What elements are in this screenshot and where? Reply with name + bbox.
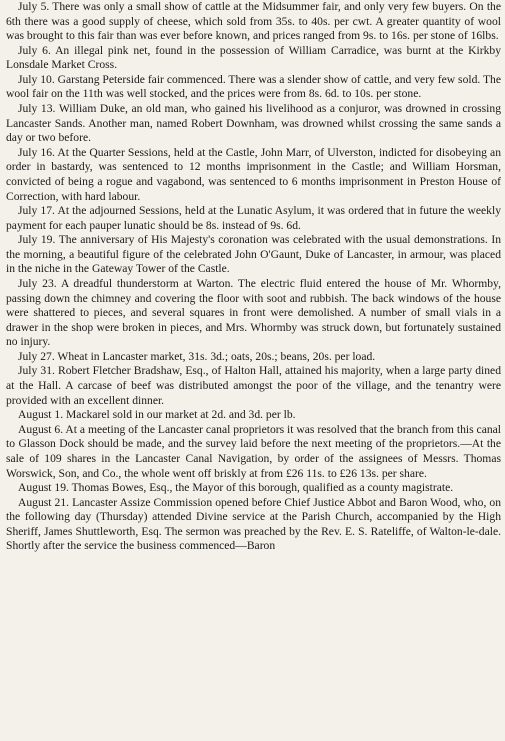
entry-text: An illegal pink net, found in the possession of William Carradice, was burnt at the Kirkby Lonsdale Market Cross. xyxy=(6,43,502,72)
entry-date: July 10. xyxy=(18,72,55,86)
entry-text: At the adjourned Sessions, held at the Lunatic Asylum, it was ordered that in future the weekly payment for each pauper lunatic should be 8s. instead of 9s. 6d. xyxy=(6,204,501,232)
entry-date: July 23. xyxy=(18,276,57,290)
entry-text: Wheat in Lancaster market, 31s. 3d.; oats, 20s.; beans, 20s. per load. xyxy=(57,349,376,363)
entry-july-31 xyxy=(6,364,501,408)
entry-text: At a meeting of the Lancaster canal proprietors it was resolved that the branch from this canal to Glasson Dock should be made, and the survey laid before the next meeting of the proprietors.—At the sale of 109 shares in the Lancaster Canal Navigation, by order of the assignees of Messrs. Thomas Worswick, Son, and Co., the whole went off briskly at from £26 11s. to £26 13s. per share. xyxy=(6,422,502,480)
entry-text: Garstang Peterside fair commenced. There was a slender show of cattle, and very few sold. The wool fair on the 11th was well stocked, and the prices were from 8s. 6d. to 10s. per stone. xyxy=(6,72,502,101)
entry-text: Thomas Bowes, Esq., the Mayor of this borough, qualified as a county magistrate. xyxy=(71,481,454,495)
entry-july-27 xyxy=(6,350,501,365)
entry-date: July 5. xyxy=(18,0,50,13)
entry-text: At the Quarter Sessions, held at the Castle, John Marr, of Ulverston, indicted for disobeying an order in bastardy, was sentenced to 12 months imprisonment in the Castle; and William Horsman, convicted of being a rogue and vagabond, was sentenced to 6 months imprisonment in Preston House of Correction, with hard labour. xyxy=(6,145,501,203)
entry-august-1 xyxy=(6,408,501,423)
entry-august-19 xyxy=(6,481,501,496)
entry-text: Lancaster Assize Commission opened before Chief Justice Abbot and Baron Wood, who, on the following day (Thursday) attended Divine service at the Parish Church, accompanied by the High Sheriff, James Shuttleworth, Esq. The sermon was preached by the Rev. E. S. Rateliffe, of Walton-le-dale. Shortly after the service the business commenced—Baron xyxy=(6,495,502,553)
entry-date: July 19. xyxy=(18,233,56,247)
entry-august-21 xyxy=(6,496,501,554)
entry-july-16 xyxy=(6,146,501,204)
entry-july-10 xyxy=(6,73,501,102)
entry-text: Mackarel sold in our market at 2d. and 3d. per lb. xyxy=(66,408,296,422)
entry-date: July 31. xyxy=(18,364,55,378)
entry-text: William Duke, an old man, who gained his livelihood as a conjuror, was drowned in crossing Lancaster Sands. Another man, named Robert Downham, was drowned whilst crossing the same sands a day or two before. xyxy=(6,102,501,145)
entry-july-19 xyxy=(6,233,501,277)
entry-text: There was only a small show of cattle at the Midsummer fair, and only very few buyers. On the 6th there was a good supply of cheese, which sold from 35s. to 40s. per cwt. A greater quantity of wool was brought to this fair than was ever before known, and prices ranged from 9s. to 16s. per stone of 16lbs. xyxy=(6,0,501,43)
entry-date: July 6. xyxy=(18,43,51,57)
entry-date: July 13. xyxy=(18,102,56,116)
entry-date: July 16. xyxy=(18,145,55,159)
entry-july-5 xyxy=(6,0,501,44)
entry-july-6 xyxy=(6,44,501,73)
entry-date: July 27. xyxy=(18,349,55,363)
entry-date: August 6. xyxy=(18,422,64,436)
entry-july-23 xyxy=(6,277,501,350)
entry-july-17 xyxy=(6,204,501,233)
entry-text: The anniversary of His Majesty's coronation was celebrated with the usual demonstrations. In the morning, a beautiful figure of the celebrated John O'Gaunt, Duke of Lancaster, in armour, was placed in the niche in the Gateway Tower of the Castle. xyxy=(6,233,501,276)
entry-date: August 1. xyxy=(18,408,64,422)
entry-date: July 17. xyxy=(18,204,55,218)
entry-july-13 xyxy=(6,102,501,146)
entry-date: August 19. xyxy=(18,481,69,495)
entry-date: August 21. xyxy=(18,495,70,509)
entry-text: A dreadful thunderstorm at Warton. The electric fluid entered the house of Mr. Whormby, passing down the chimney and covering the floor with soot and rubbish. The back windows of the house were shattered to pieces, and several squares in front were demolished. A number of small vials in a drawer in the shop were broken in pieces, and Mrs. Whormby was struck down, but fortunately sustained no injury. xyxy=(6,276,501,349)
entry-august-6 xyxy=(6,423,501,481)
entry-text: Robert Fletcher Bradshaw, Esq., of Halton Hall, attained his majority, when a large party dined at the Hall. A carcase of beef was distributed amongst the poor of the village, and the tenantry were provided with an excellent dinner. xyxy=(6,364,502,407)
